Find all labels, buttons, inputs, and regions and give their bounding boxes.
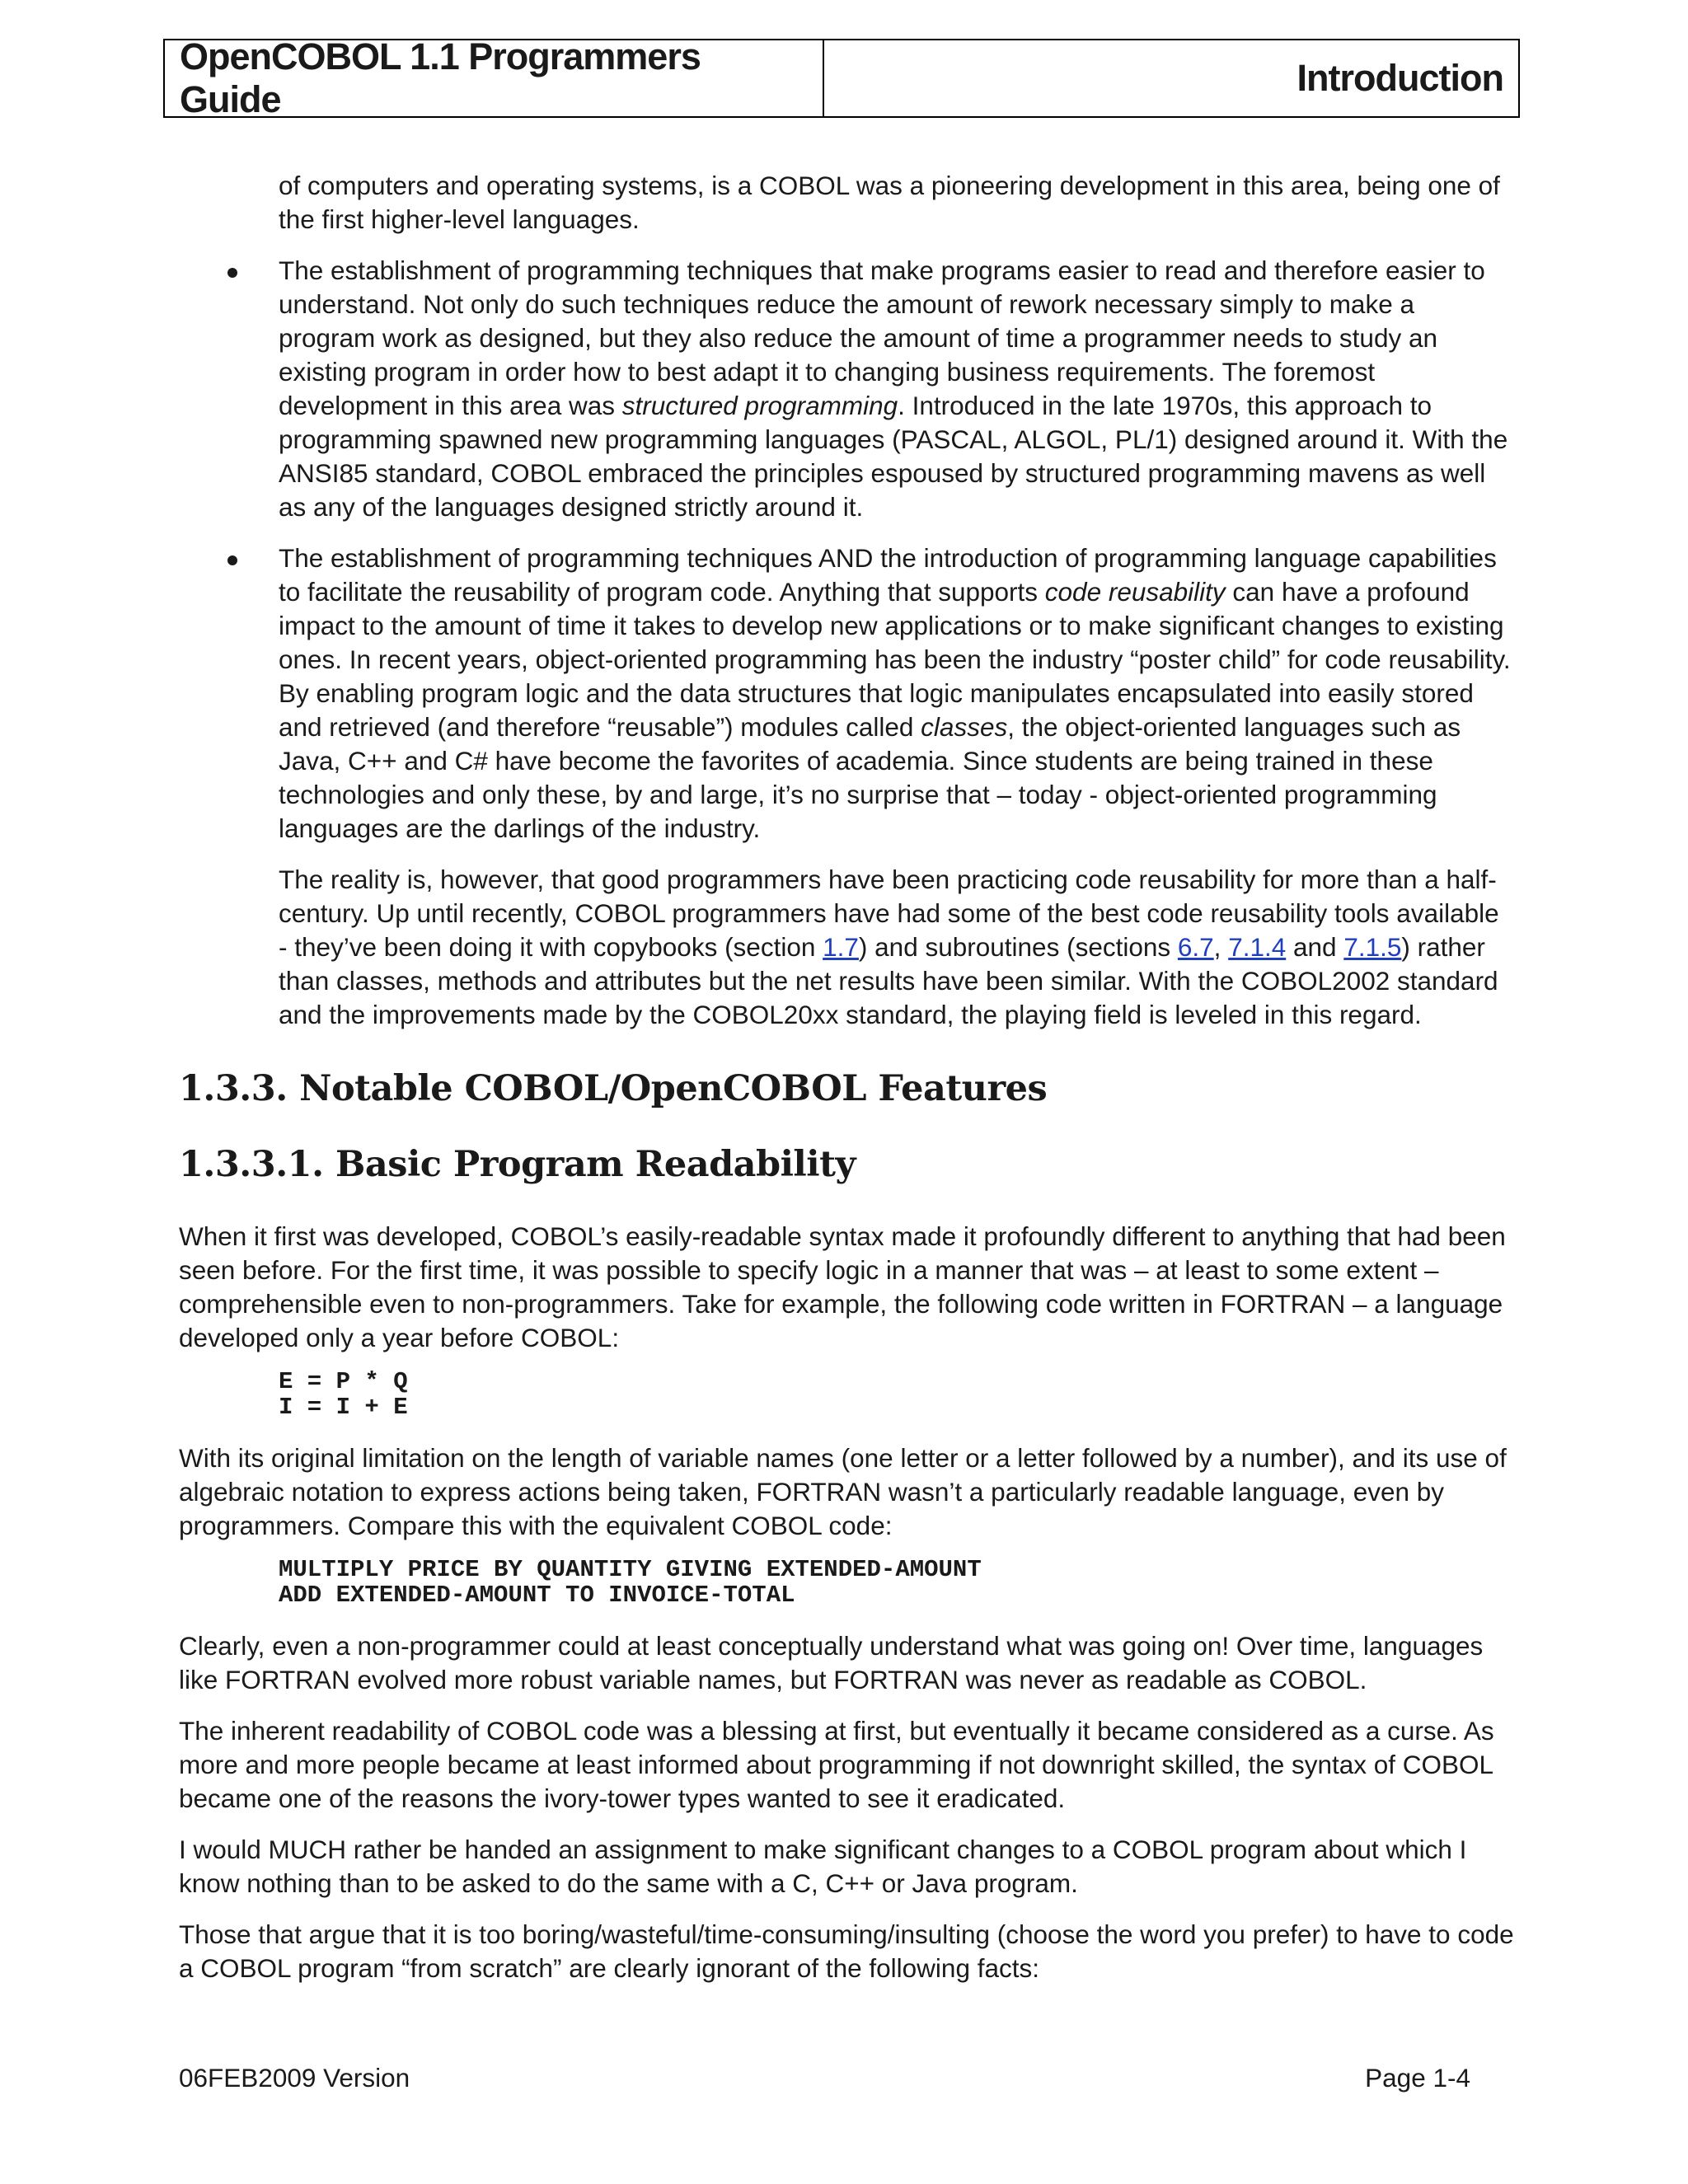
- heading-basic-readability: 1.3.3.1. Basic Program Readability: [179, 1144, 856, 1185]
- emphasis-structured-programming: structured programming: [621, 391, 898, 420]
- bullet-icon: [227, 555, 237, 565]
- paragraph-inherent-readability: The inherent readability of COBOL code was a blessing at first, but eventually it became considered as a curse. As more and more people became at least informed about programming if not downright skilled, the syntax of COBOL became one of the reasons the ivory-tower types wanted to see it eradicated.: [179, 1716, 1494, 1813]
- paragraph-fortran-limits: With its original limitation on the length of variable names (one letter or a letter followed by a number), and its use of algebraic notation to express actions being taken, FORTRAN wasn’t a particularly readable language, even by programmers. Compare this with the equivalent COBOL code:: [179, 1443, 1507, 1540]
- emphasis-code-reusability: code reusability: [1044, 577, 1226, 607]
- bullet-code-reusability: The establishment of programming techniques AND the introduction of programming language capabilities to facilitate the reusability of program code. Anything that supports code reusability can have a profound impact to the amount of time it takes to develop new applications or to make significant changes to existing ones. In recent years, object-oriented programming has been the industry “poster child” for code reusability. By enabling program logic and the data structures that logic manipulates encapsulated into easily stored and retrieved (and therefore “reusable”) modules called classes, the object-oriented languages such as Java, C++ and C# have become the favorites of academia. Since students are being trained in these technologies and only these, by and large, it’s no surprise that – today - object-oriented programming languages are the darlings of the industry.: [279, 541, 1514, 846]
- footer-page-number: Page 1-4: [1365, 2063, 1470, 2093]
- link-section-7-1-4[interactable]: 7.1.4: [1228, 932, 1287, 962]
- header-section: Introduction: [1296, 57, 1503, 99]
- intro-continuation: of computers and operating systems, is a COBOL was a pioneering development in this area, being one of the first higher-level languages.: [279, 171, 1500, 234]
- paragraph-clearly: Clearly, even a non-programmer could at least conceptually understand what was going on! Over time, languages like FORTRAN evolved more robust variable names, but FORTRAN was never as readable as COBOL.: [179, 1631, 1484, 1694]
- paragraph-fortran-intro: When it first was developed, COBOL’s easily-readable syntax made it profoundly different to anything that had been seen before. For the first time, it was possible to specify logic in a manner that was – at least to some extent – comprehensible even to non-programmers. Take for example, the following code written in FORTRAN – a language developed only a year before COBOL:: [179, 1221, 1506, 1352]
- link-section-7-1-5[interactable]: 7.1.5: [1343, 932, 1402, 962]
- bullet-icon: [227, 268, 237, 278]
- header-title: OpenCOBOL 1.1 Programmers Guide: [165, 40, 824, 116]
- emphasis-classes: classes: [921, 712, 1008, 742]
- bullet-structured-programming: The establishment of programming techniques that make programs easier to read and therefore easier to understand. Not only do such techniques reduce the amount of rework necessary simply to make a program work as designed, but they also reduce the amount of time a programmer needs to study an existing program in order how to best adapt it to changing business requirements. The foremost development in this area was structured programming. Introduced in the late 1970s, this approach to programming spawned new programming languages (PASCAL, ALGOL, PL/1) designed around it. With the ANSI85 standard, COBOL embraced the principles espoused by structured programming mavens as well as any of the languages designed strictly around it.: [279, 254, 1514, 524]
- footer-version: 06FEB2009 Version: [179, 2063, 410, 2093]
- paragraph-those-that-argue: Those that argue that it is too boring/wasteful/time-consuming/insulting (choose the word you prefer) to have to code a COBOL program “from scratch” are clearly ignorant of the following facts:: [179, 1919, 1514, 1983]
- link-section-1-7[interactable]: 1.7: [823, 932, 859, 962]
- link-section-6-7[interactable]: 6.7: [1177, 932, 1214, 962]
- code-fortran: E = P * Q I = I + E: [279, 1368, 408, 1421]
- page-header: [163, 35, 1520, 120]
- paragraph-much-rather: I would MUCH rather be handed an assignment to make significant changes to a COBOL program about which I know nothing than to be asked to do the same with a C, C++ or Java program.: [179, 1835, 1467, 1898]
- page-content: [179, 169, 1514, 2003]
- code-cobol: MULTIPLY PRICE BY QUANTITY GIVING EXTENDED-AMOUNT ADD EXTENDED-AMOUNT TO INVOICE-TOTAL: [279, 1556, 982, 1609]
- reality-paragraph: The reality is, however, that good programmers have been practicing code reusability for more than a half-century. Up until recently, COBOL programmers have had some of the best code reusability tools available - they’ve been doing it with copybooks (section 1.7) and subroutines (sections 6.7, 7.1.4 and 7.1.5) rather than classes, methods and attributes but the net results have been similar. With the COBOL2002 standard and the improvements made by the COBOL20xx standard, the playing field is leveled in this regard.: [279, 865, 1499, 1029]
- heading-notable-features: 1.3.3. Notable COBOL/OpenCOBOL Features: [179, 1068, 1048, 1109]
